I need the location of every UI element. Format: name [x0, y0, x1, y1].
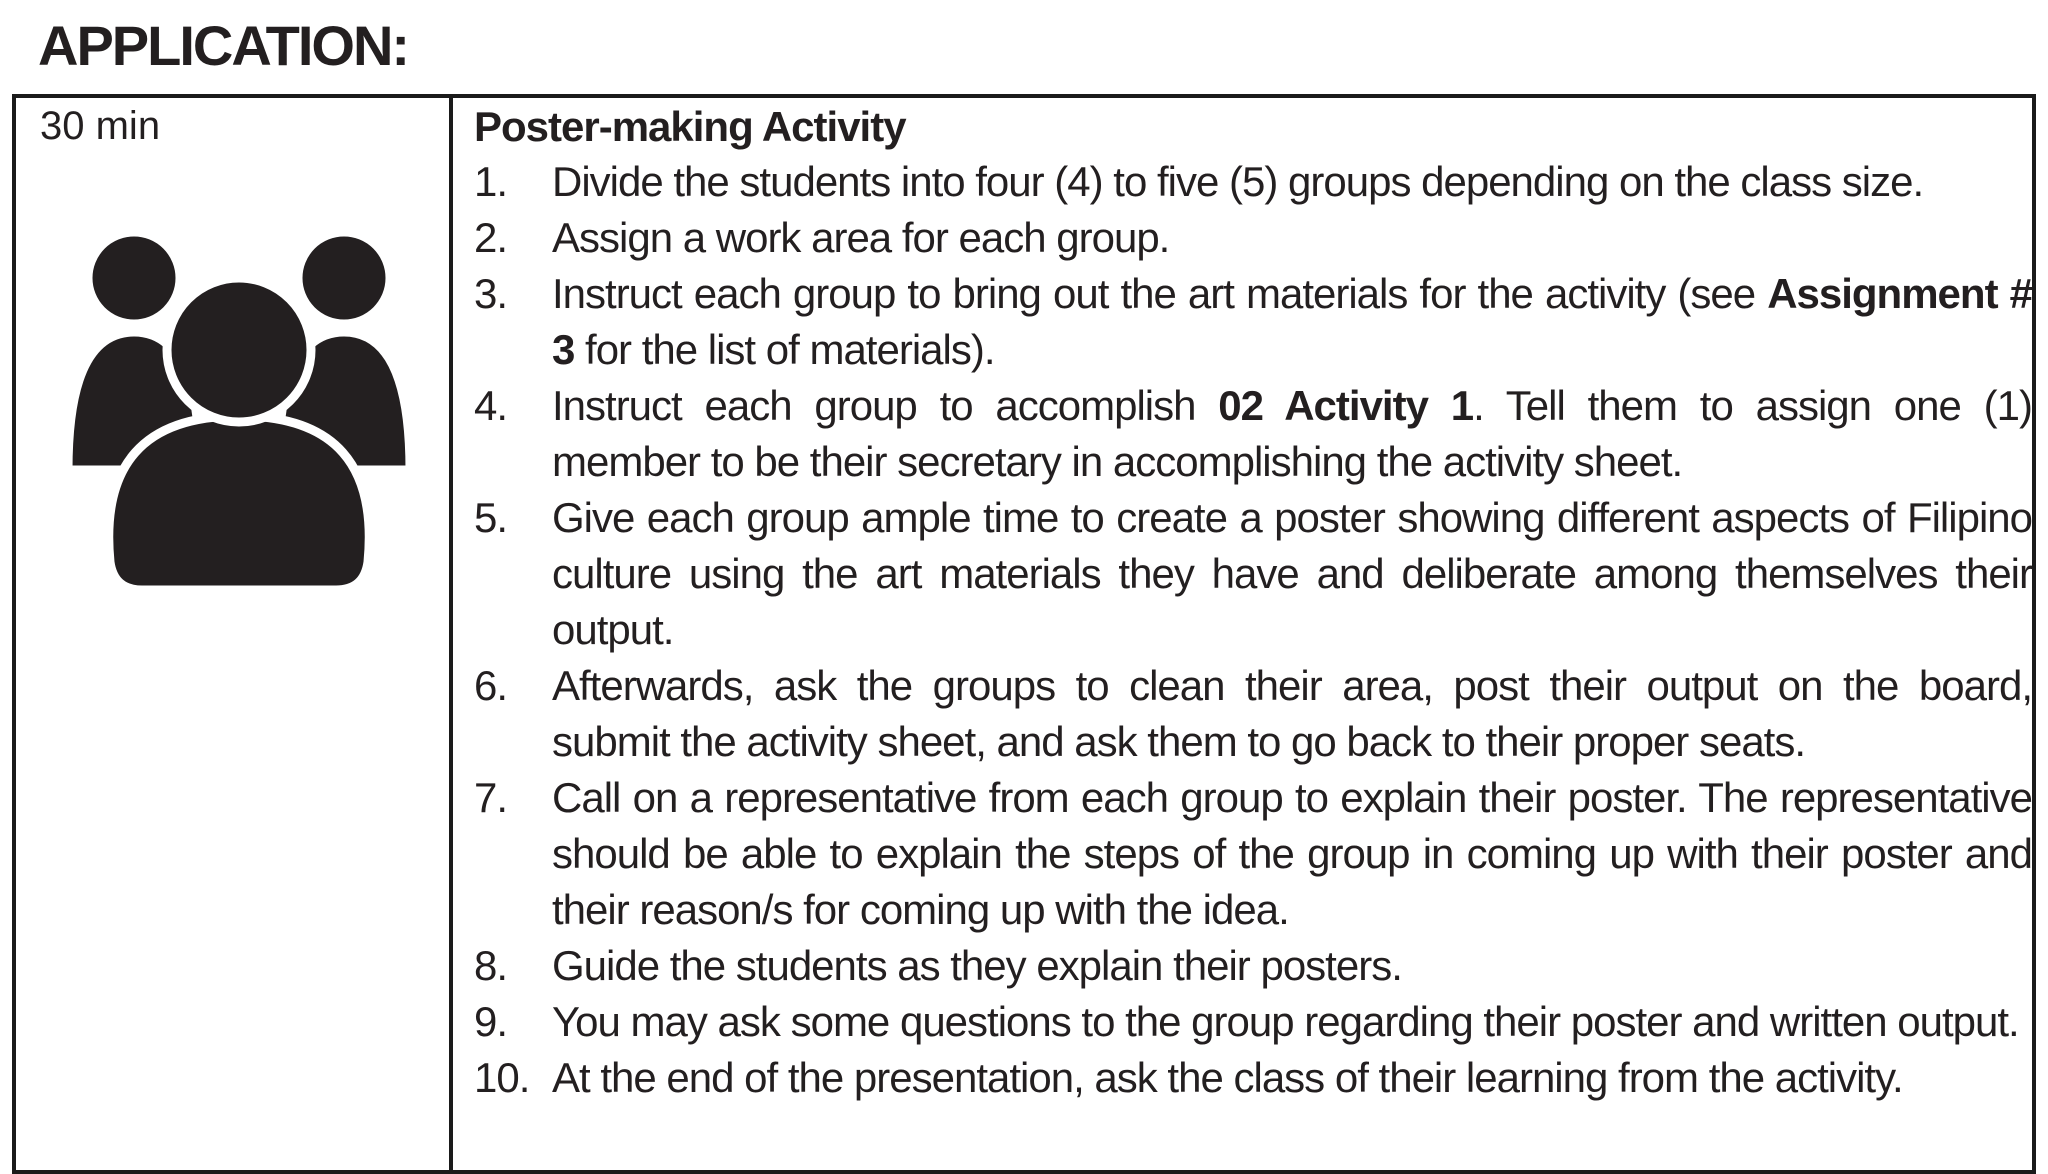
column-divider — [449, 98, 453, 1170]
group-of-people-icon — [68, 220, 410, 590]
activity-title: Poster-making Activity — [474, 103, 906, 150]
activity-reference: 02 Activity 1 — [1218, 382, 1474, 429]
step-text: Assign a work area for each group. — [552, 214, 1170, 261]
step-text: Guide the students as they explain their posters. — [552, 942, 1402, 989]
step-text — [552, 378, 2032, 490]
step-text-part: for the list of materials). — [574, 326, 995, 373]
step-number: 10. — [474, 1054, 530, 1101]
duration-label: 30 min — [40, 104, 161, 148]
step-text-part: . Tell them to assign one (1) member to be their secretary in accomplishing the activity sheet. — [552, 382, 2033, 485]
step-text-part: Instruct each group to accomplish — [552, 382, 1219, 429]
assignment-reference: Assignment # 3 — [552, 270, 2032, 373]
step-text: Afterwards, ask the groups to clean their area, post their output on the board, submit the activity sheet, and ask them to go back to their proper seats. — [552, 662, 2032, 765]
step-number: 5. — [474, 494, 508, 541]
section-heading: APPLICATION: — [38, 14, 409, 77]
step-number: 8. — [474, 942, 508, 989]
step-number: 2. — [474, 214, 508, 261]
step-number: 3. — [474, 270, 508, 317]
step-text: Divide the students into four (4) to five (5) groups depending on the class size. — [552, 158, 1924, 205]
step-text: At the end of the presentation, ask the class of their learning from the activity. — [552, 1054, 1903, 1101]
step-number: 6. — [474, 662, 508, 709]
step-text: You may ask some questions to the group regarding their poster and written output. — [552, 998, 2019, 1045]
step-number: 9. — [474, 998, 508, 1045]
step-text-part: Instruct each group to bring out the art materials for the activity (see — [552, 270, 1768, 317]
step-number: 1. — [474, 158, 508, 205]
step-text: Give each group ample time to create a poster showing different aspects of Filipino culture using the art materials they have and deliberate among themselves their output. — [552, 494, 2032, 653]
step-number: 7. — [474, 774, 508, 821]
lesson-table — [12, 94, 2036, 1174]
step-number: 4. — [474, 382, 508, 429]
step-text — [552, 266, 2032, 378]
step-text: Call on a representative from each group to explain their poster. The representative should be able to explain the steps of the group in coming up with their poster and their reason/s for coming up with the idea. — [552, 774, 2032, 933]
